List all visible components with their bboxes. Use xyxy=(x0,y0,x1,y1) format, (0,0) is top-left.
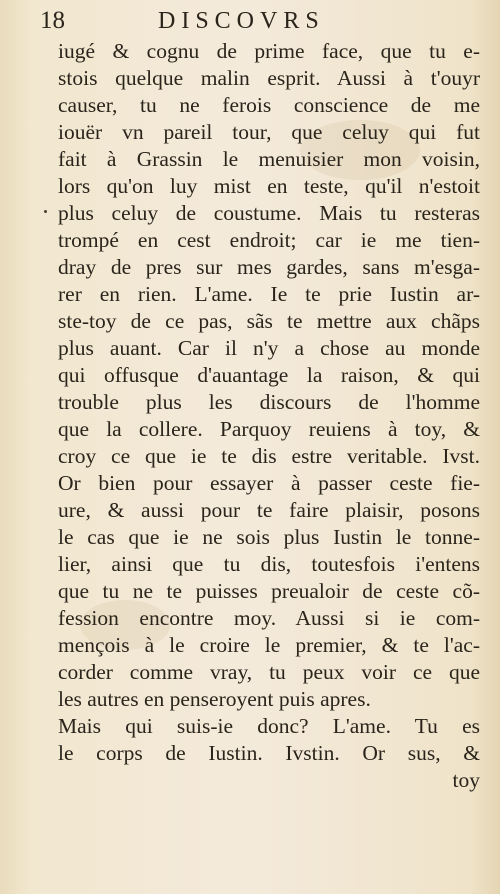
text-line: iouër vn pareil tour, que celuy qui fut xyxy=(58,120,480,144)
text-line: que la collere. Parquoy reuiens à toy, & xyxy=(58,417,480,441)
text-line: plus celuy de coustume. Mais tu resteras xyxy=(58,201,480,225)
text-line: dray de pres sur mes gardes, sans m'esga- xyxy=(58,255,480,279)
catchword: toy xyxy=(452,768,480,792)
text-line: trompé en cest endroit; car ie me tien- xyxy=(58,228,480,252)
text-line: stois quelque malin esprit. Aussi à t'ouyr xyxy=(58,66,480,90)
page-number: 18 xyxy=(40,7,65,34)
text-line: trouble plus les discours de l'homme xyxy=(58,390,480,414)
text-line: ste-toy de ce pas, sãs te mettre aux chãps xyxy=(58,309,480,333)
text-line: iugé & cognu de prime face, que tu e- xyxy=(58,39,480,63)
text-line: ure, & aussi pour te faire plaisir, posons xyxy=(58,498,480,522)
text-line: mençois à le croire le premier, & te l'ac- xyxy=(58,633,480,657)
text-line: fession encontre moy. Aussi si ie com- xyxy=(58,606,480,630)
text-line: rer en rien. L'ame. Ie te prie Iustin ar- xyxy=(58,282,480,306)
text-line: que tu ne te puisses preualoir de ceste cõ- xyxy=(58,579,480,603)
text-line: fait à Grassin le menuisier mon voisin, xyxy=(58,147,480,171)
body-text xyxy=(58,38,480,794)
text-line: le corps de Iustin. Ivstin. Or sus, & xyxy=(58,741,480,765)
text-line: croy ce que ie te dis estre veritable. Ivst. xyxy=(58,444,480,468)
text-line: Mais qui suis-ie donc? L'ame. Tu es xyxy=(58,714,480,738)
page-header xyxy=(40,4,480,38)
text-line: lier, ainsi que tu dis, toutesfois i'entens xyxy=(58,552,480,576)
text-line: lors qu'on luy mist en teste, qu'il n'estoit xyxy=(58,174,480,198)
text-line: corder comme vray, tu peux voir ce que xyxy=(58,660,480,684)
text-line: Or bien pour essayer à passer ceste fie- xyxy=(58,471,480,495)
text-line: qui offusque d'auantage la raison, & qui xyxy=(58,363,480,387)
text-line: causer, tu ne ferois conscience de me xyxy=(58,93,480,117)
text-line: plus auant. Car il n'y a chose au monde xyxy=(58,336,480,360)
text-line: les autres en penseroyent puis apres. xyxy=(58,687,371,711)
running-head: DISCOVRS xyxy=(158,8,325,34)
text-line: le cas que ie ne sois plus Iustin le tonne- xyxy=(58,525,480,549)
margin-mark xyxy=(44,210,47,213)
